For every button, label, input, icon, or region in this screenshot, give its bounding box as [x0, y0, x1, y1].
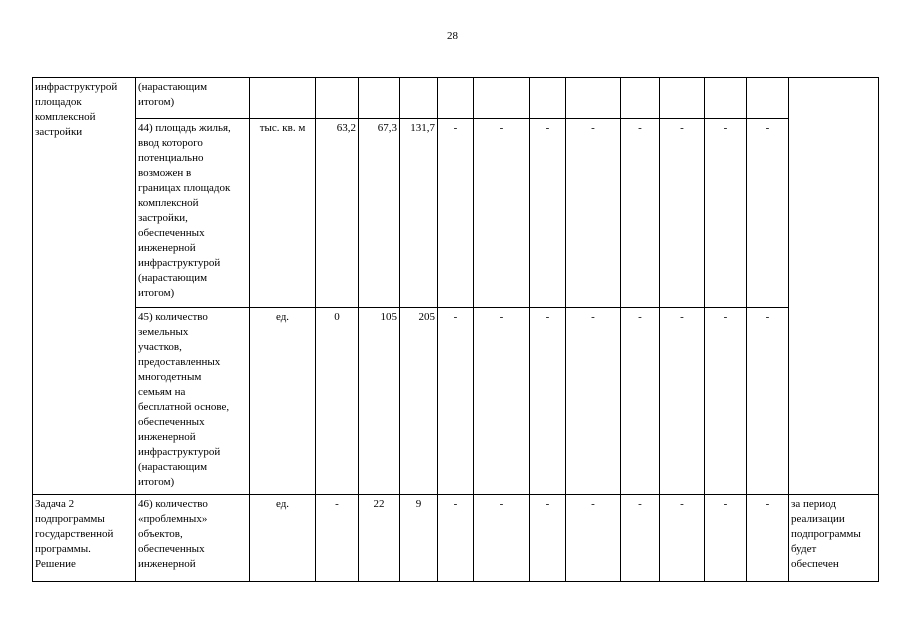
- value-cell: -: [474, 308, 530, 495]
- value-cell: [359, 78, 400, 119]
- task-cell: инфраструктурой площадок комплексной застройки: [33, 78, 136, 495]
- value-cell: -: [474, 119, 530, 308]
- value-cell: -: [705, 119, 747, 308]
- indicator-cell: 46) количество «проблемных» объектов, обеспеченных инженерной: [136, 495, 250, 582]
- value-cell: [621, 78, 660, 119]
- value-cell: 205: [400, 308, 438, 495]
- value-cell: -: [621, 308, 660, 495]
- value-cell: [474, 78, 530, 119]
- value-cell: [438, 78, 474, 119]
- value-cell: -: [530, 308, 566, 495]
- note-cell: за период реализации подпрограммы будет обеспечен: [789, 495, 879, 582]
- value-cell: -: [438, 495, 474, 582]
- table-row: [33, 78, 879, 119]
- table-row: [33, 495, 879, 582]
- value-cell: 0: [316, 308, 359, 495]
- value-cell: -: [747, 495, 789, 582]
- note-cell: [789, 78, 879, 495]
- value-cell: 22: [359, 495, 400, 582]
- value-cell: -: [621, 495, 660, 582]
- indicator-cell: (нарастающим итогом): [136, 78, 250, 119]
- page-number: 28: [447, 30, 458, 42]
- value-cell: -: [660, 495, 705, 582]
- value-cell: -: [530, 119, 566, 308]
- table-row: [33, 119, 879, 308]
- value-cell: -: [438, 119, 474, 308]
- value-cell: -: [566, 308, 621, 495]
- indicator-cell: 45) количество земельных участков, предоставленных многодетным семьям на бесплатной основе, обеспеченных инженерной инфраструктурой (нарастающим итогом): [136, 308, 250, 495]
- value-cell: -: [747, 308, 789, 495]
- value-cell: 9: [400, 495, 438, 582]
- unit-cell: тыс. кв. м: [250, 119, 316, 308]
- value-cell: -: [747, 119, 789, 308]
- value-cell: [705, 78, 747, 119]
- value-cell: 105: [359, 308, 400, 495]
- value-cell: -: [530, 495, 566, 582]
- value-cell: [316, 78, 359, 119]
- value-cell: -: [316, 495, 359, 582]
- value-cell: -: [566, 495, 621, 582]
- value-cell: [530, 78, 566, 119]
- value-cell: 63,2: [316, 119, 359, 308]
- value-cell: [660, 78, 705, 119]
- indicators-table: [32, 77, 879, 582]
- unit-cell: ед.: [250, 495, 316, 582]
- value-cell: -: [660, 119, 705, 308]
- value-cell: 131,7: [400, 119, 438, 308]
- value-cell: -: [438, 308, 474, 495]
- value-cell: [747, 78, 789, 119]
- value-cell: 67,3: [359, 119, 400, 308]
- value-cell: [400, 78, 438, 119]
- value-cell: -: [705, 495, 747, 582]
- value-cell: -: [660, 308, 705, 495]
- value-cell: [566, 78, 621, 119]
- value-cell: -: [621, 119, 660, 308]
- task-cell: Задача 2 подпрограммы государственной программы. Решение: [33, 495, 136, 582]
- unit-cell: [250, 78, 316, 119]
- indicator-cell: 44) площадь жилья, ввод которого потенциально возможен в границах площадок комплексной застройки, обеспеченных инженерной инфраструктурой (нарастающим итогом): [136, 119, 250, 308]
- table-row: [33, 308, 879, 495]
- value-cell: -: [566, 119, 621, 308]
- value-cell: -: [474, 495, 530, 582]
- value-cell: -: [705, 308, 747, 495]
- unit-cell: ед.: [250, 308, 316, 495]
